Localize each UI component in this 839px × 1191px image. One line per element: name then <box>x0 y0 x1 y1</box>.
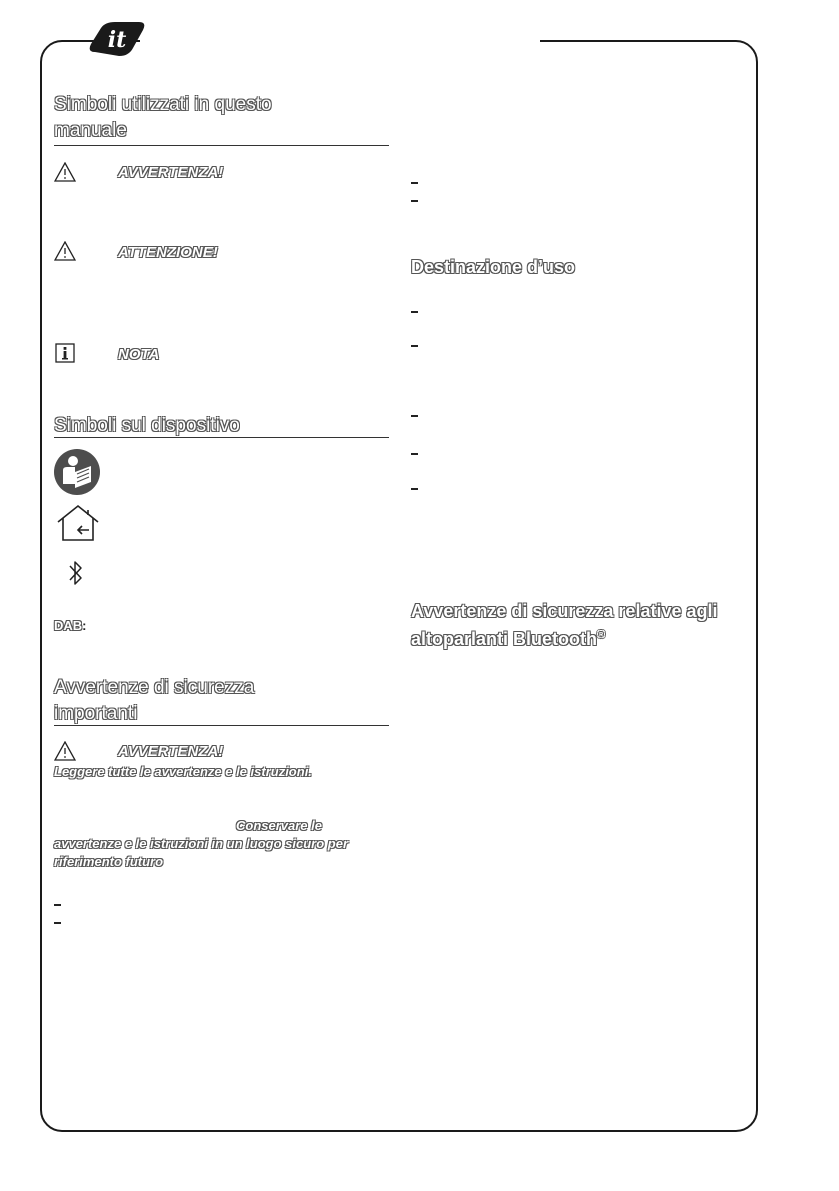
section-title-device-symbols: Simboli sul dispositivo <box>54 415 240 436</box>
section-title-intended-use: Destinazione d’uso <box>411 257 576 277</box>
section-title-safety-line2: importanti <box>54 703 138 724</box>
section-title-symbols-manual: Simboli utilizzati in questo manuale <box>54 94 272 141</box>
bullet-dash <box>411 415 418 417</box>
bullet-dash <box>411 200 418 202</box>
keep-instructions-line1: Conservare le <box>236 818 322 833</box>
bullet-dash <box>411 453 418 455</box>
info-box-icon <box>55 343 75 363</box>
frame-top-gap <box>140 40 540 42</box>
read-all-warnings: Leggere tutte le avvertenze e le istruzioni. <box>54 764 312 779</box>
dab-text: DAB <box>54 618 83 633</box>
bluetooth-icon <box>66 558 86 588</box>
bullet-dash <box>411 182 418 184</box>
page-frame <box>40 40 758 1132</box>
caution-triangle-icon <box>54 241 76 261</box>
section-title-bluetooth-safety-line2 <box>411 622 605 652</box>
bluetooth-title-text: altoparlanti Bluetooth <box>411 629 597 649</box>
bullet-dash <box>411 311 418 313</box>
note-label: NOTA <box>118 346 160 363</box>
section-title-safety-line1: Avvertenze di sicurezza <box>54 677 255 698</box>
section-divider <box>54 145 389 146</box>
dab-colon: : <box>82 618 87 633</box>
bullet-dash <box>411 345 418 347</box>
section-divider <box>54 437 389 438</box>
warning-label: AVVERTENZA! <box>118 164 224 181</box>
keep-instructions-line2: avvertenze e le istruzioni in un luogo sicuro per <box>54 836 349 851</box>
bullet-dash <box>54 904 61 906</box>
dab-label <box>54 618 87 633</box>
bullet-dash <box>411 488 418 490</box>
warning-triangle-icon <box>54 741 76 761</box>
warning-triangle-icon <box>54 162 76 182</box>
language-code: it <box>107 27 127 53</box>
section-divider <box>54 725 389 726</box>
language-badge <box>87 22 147 56</box>
indoor-use-icon <box>55 504 101 542</box>
read-manual-icon <box>53 448 101 496</box>
section-title-bluetooth-safety-line1: Avvertenze di sicurezza relative agli <box>411 601 718 621</box>
registered-mark: ® <box>597 629 606 641</box>
keep-instructions-line3: riferimento futuro <box>54 854 164 869</box>
warning-label-2: AVVERTENZA! <box>118 743 224 760</box>
bullet-dash <box>54 922 61 924</box>
caution-label: ATTENZIONE! <box>118 244 218 261</box>
